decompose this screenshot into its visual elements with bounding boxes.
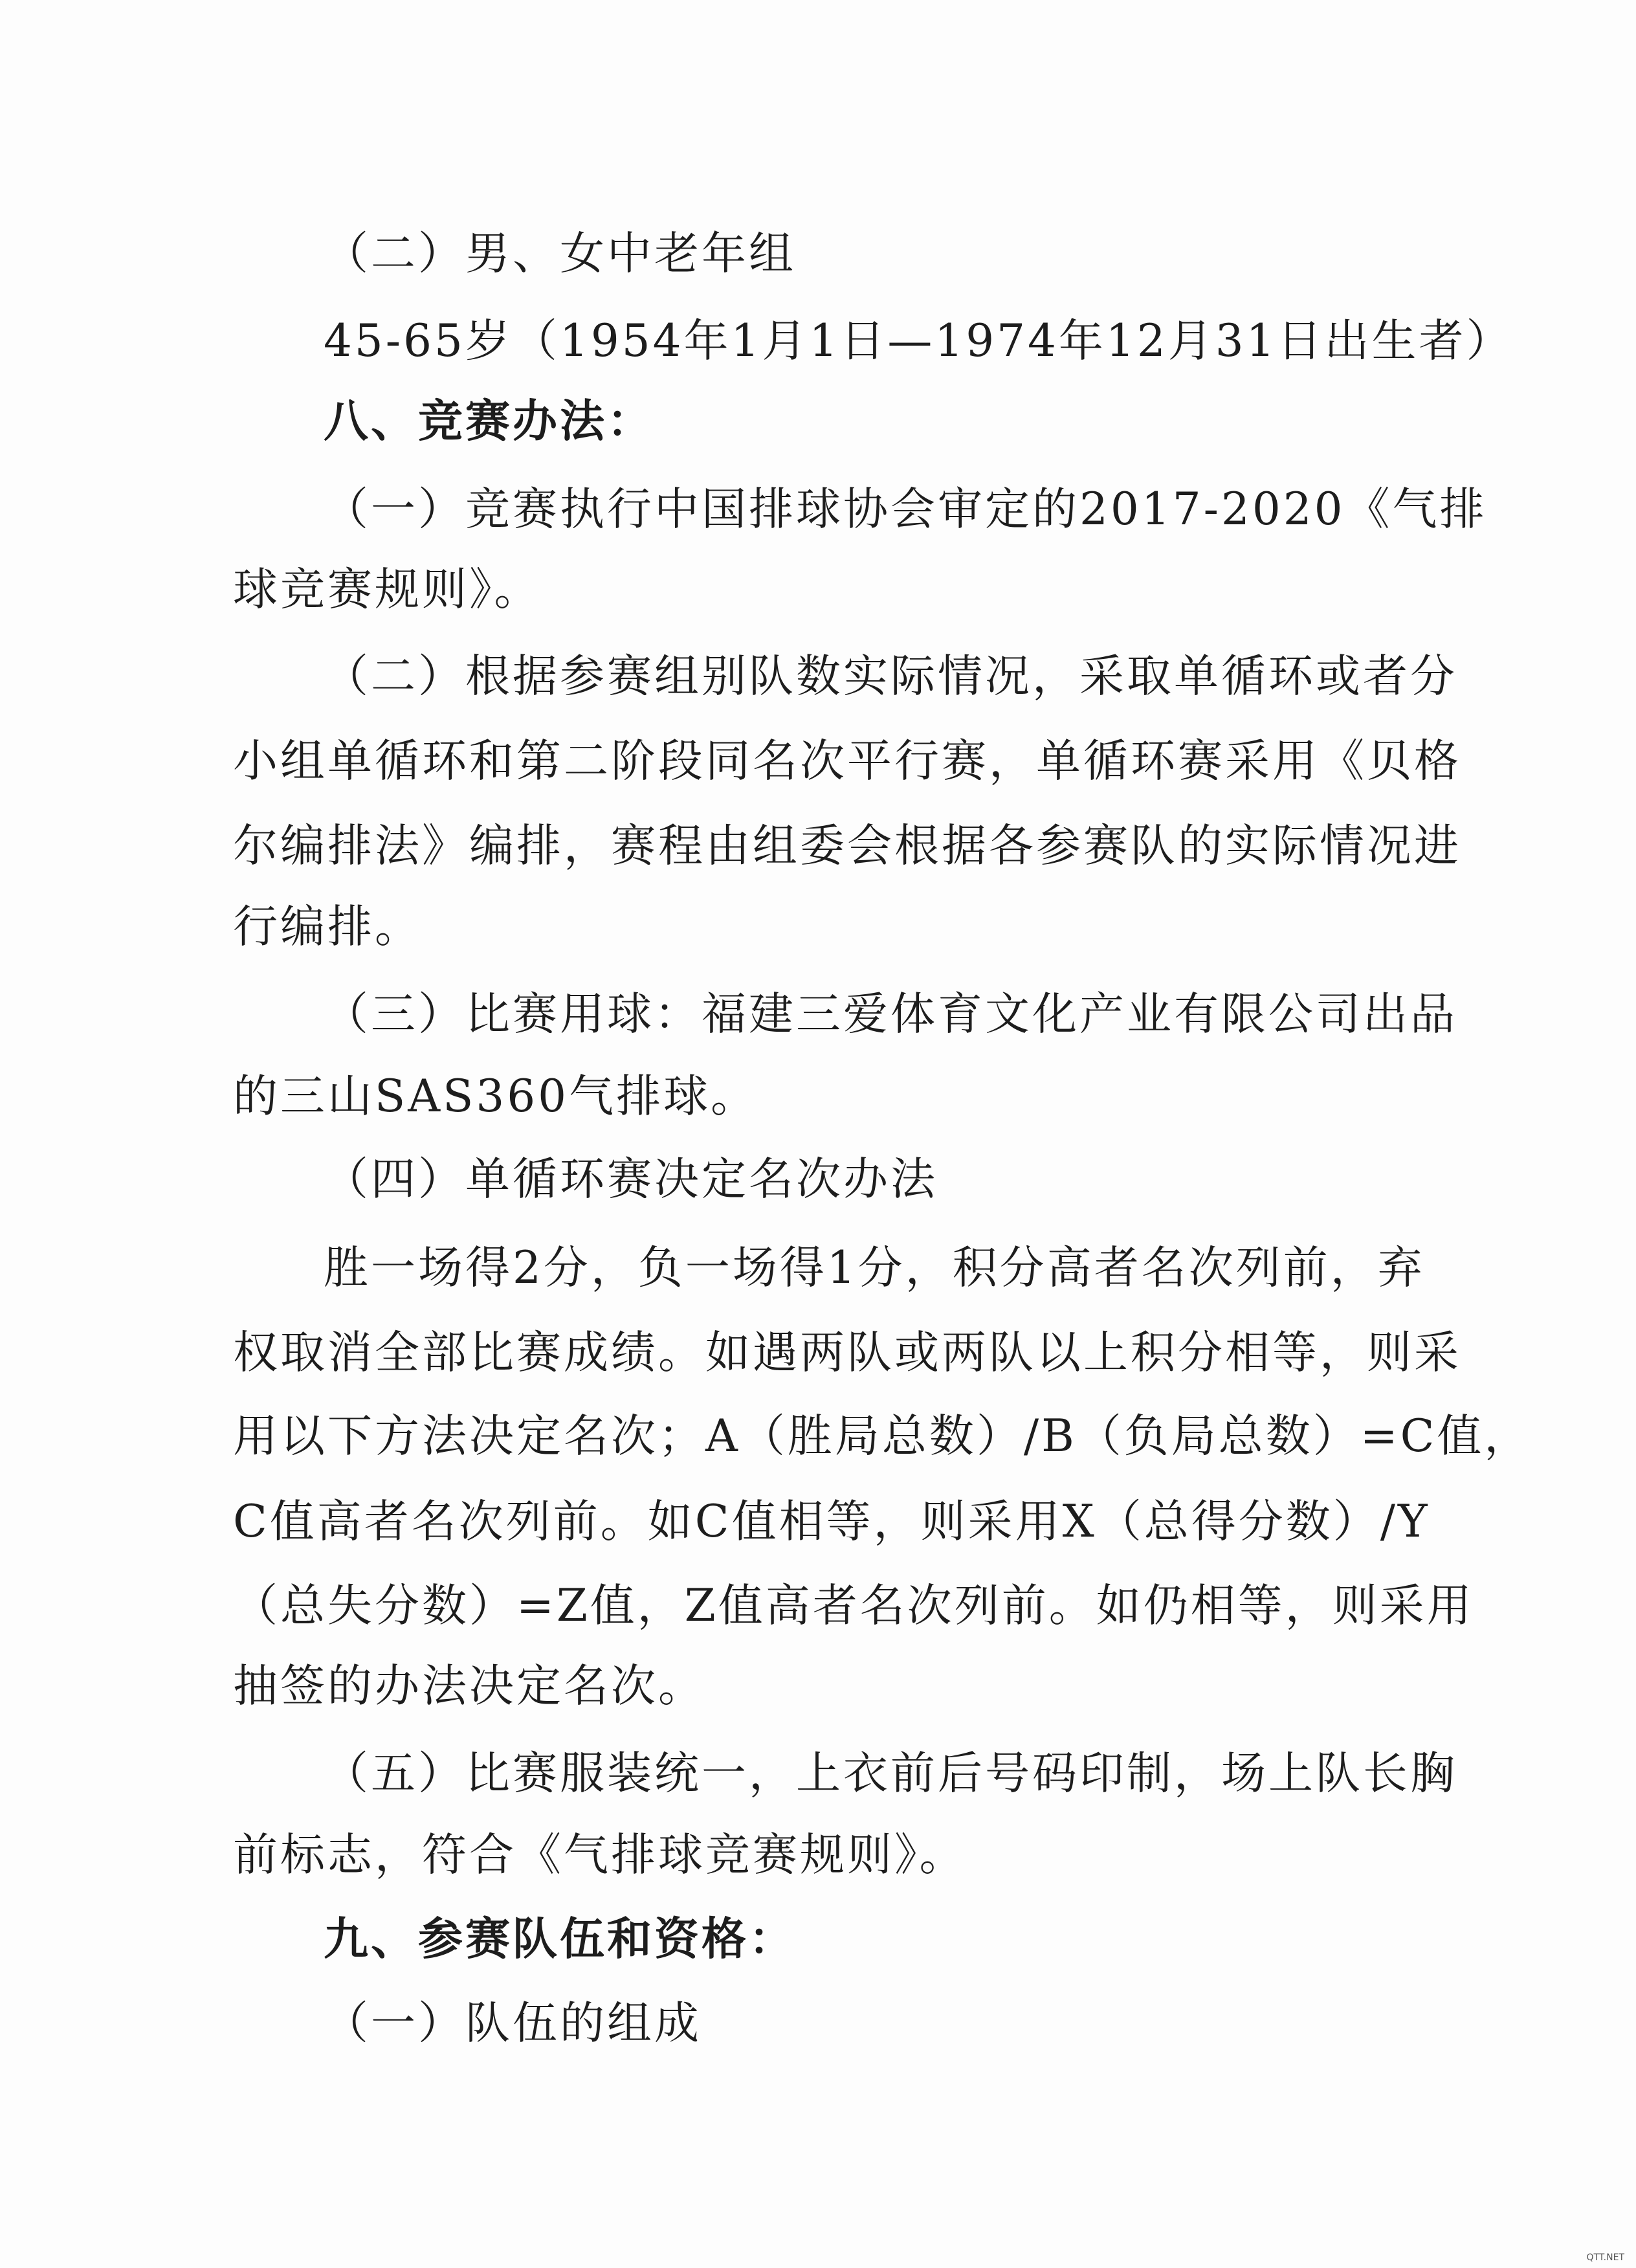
paragraph-line: 抽签的办法决定名次。 bbox=[233, 1660, 705, 1712]
site-watermark: QTT.NET bbox=[1586, 2252, 1624, 2263]
paragraph-line: （二）根据参赛组别队数实际情况，采取单循环或者分 bbox=[324, 650, 1457, 702]
ranking-method-subheading: （四）单循环赛决定名次办法 bbox=[324, 1153, 938, 1205]
paragraph-line: 尔编排法》编排，赛程由组委会根据各参赛队的实际情况进 bbox=[233, 820, 1461, 872]
paragraph-line: 行编排。 bbox=[233, 901, 422, 953]
paragraph-line: （三）比赛用球：福建三爱体育文化产业有限公司出品 bbox=[324, 988, 1457, 1040]
section-heading-competition-method: 八、竞赛办法： bbox=[324, 395, 654, 447]
paragraph-line: 权取消全部比赛成绩。如遇两队或两队以上积分相等，则采 bbox=[233, 1327, 1461, 1379]
paragraph-line: （五）比赛服装统一，上衣前后号码印制，场上队长胸 bbox=[324, 1748, 1457, 1799]
age-range-line: 45-65岁（1954年1月1日—1974年12月31日出生者） bbox=[324, 315, 1514, 367]
paragraph-line: 用以下方法决定名次；A（胜局总数）/B（负局总数）=C值， bbox=[233, 1410, 1532, 1462]
paragraph-line: 球竞赛规则》。 bbox=[233, 564, 542, 616]
paragraph-line: 胜一场得2分，负一场得1分，积分高者名次列前，弃 bbox=[324, 1242, 1425, 1294]
paragraph-line: 的三山SAS360气排球。 bbox=[233, 1071, 758, 1122]
paragraph-line: （一）竞赛执行中国排球协会审定的2017-2020《气排 bbox=[324, 484, 1487, 535]
group-subheading: （二）男、女中老年组 bbox=[324, 228, 796, 280]
paragraph-line: 前标志，符合《气排球竞赛规则》。 bbox=[233, 1829, 967, 1881]
paragraph-line: （总失分数）=Z值，Z值高者名次列前。如仍相等，则采用 bbox=[233, 1580, 1474, 1632]
paragraph-line: 小组单循环和第二阶段同名次平行赛，单循环赛采用《贝格 bbox=[233, 735, 1461, 787]
team-composition-subheading: （一）队伍的组成 bbox=[324, 1997, 702, 2049]
paragraph-line: C值高者名次列前。如C值相等，则采用X（总得分数）/Y bbox=[233, 1496, 1430, 1548]
section-heading-teams-eligibility: 九、参赛队伍和资格： bbox=[324, 1913, 796, 1965]
